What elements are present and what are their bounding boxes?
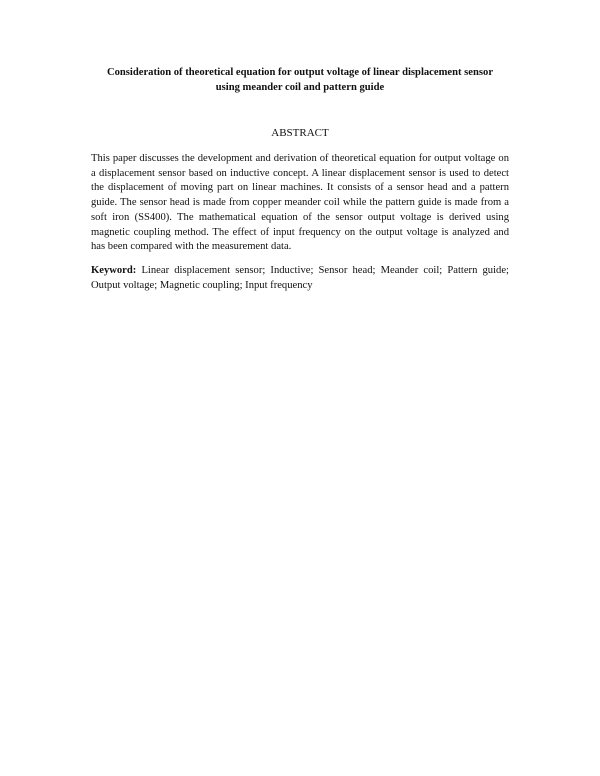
- keywords-text: Linear displacement sensor; Inductive; Sensor head; Meander coil; Pattern guide; Output voltage; Magnetic coupling; Input frequency: [91, 265, 509, 291]
- keywords-label: Keyword:: [91, 265, 137, 276]
- paper-title-line-1: Consideration of theoretical equation for output voltage of linear displacement sensor: [106, 67, 494, 78]
- paper-title: [80, 66, 520, 95]
- keywords: [91, 264, 509, 293]
- paper-title-line-2: using meander coil and pattern guide: [215, 81, 385, 93]
- abstract-text: This paper discusses the development and derivation of theoretical equation for output voltage on a displacement sensor based on inductive concept. A linear displacement sensor is used to detect the displacement of moving part on linear machines. It consists of a sensor head and a pattern guide. The sensor head is made from copper meander coil while the pattern guide is made from a soft iron (SS400). The mathematical equation of the sensor output voltage is derived using magnetic coupling method. The effect of input frequency on the output voltage is analyzed and has been compared with the measurement data.: [91, 153, 509, 253]
- abstract-heading: ABSTRACT: [271, 127, 329, 139]
